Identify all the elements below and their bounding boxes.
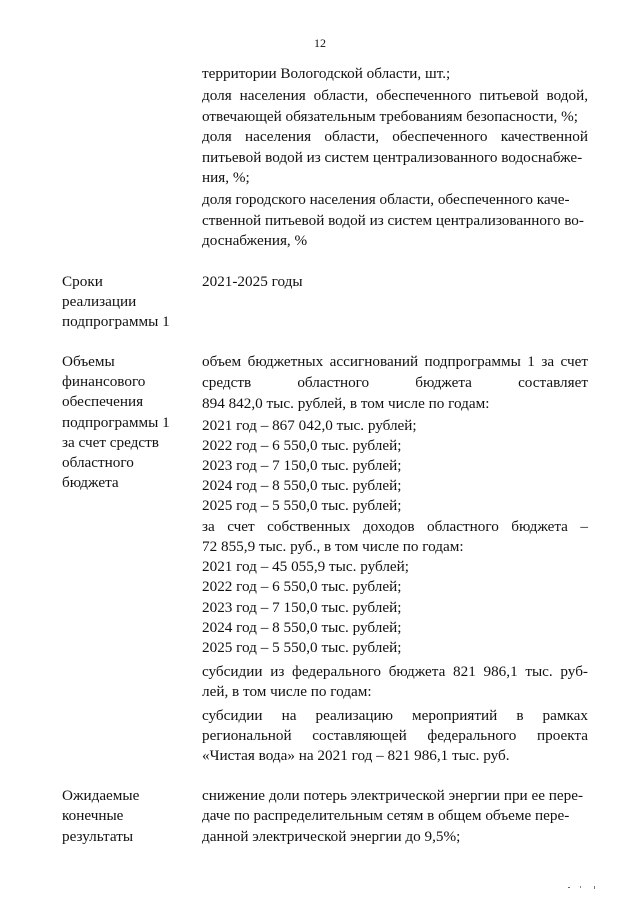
funding-line: 2022 год – 6 550,0 тыс. рублей; <box>202 578 402 595</box>
funding-line: лей, в том числе по годам: <box>202 683 372 700</box>
funding-line: 2024 год – 8 550,0 тыс. рублей; <box>202 619 402 636</box>
funding-line: 2023 год – 7 150,0 тыс. рублей; <box>202 457 402 474</box>
funding-line: средств областного бюджета составляет <box>202 374 588 391</box>
funding-line: за счет собственных доходов областного бюджета – <box>202 518 588 535</box>
results-line: снижение доли потерь электрической энергии при ее пере- <box>202 787 584 804</box>
funding-line: 2024 год – 8 550,0 тыс. рублей; <box>202 477 402 494</box>
section-label-line: конечные <box>62 807 124 824</box>
funding-line: 72 855,9 тыс. руб., в том числе по годам: <box>202 538 464 555</box>
text-line: территории Вологодской области, шт.; <box>202 65 451 82</box>
funding-line: субсидии из федерального бюджета 821 986,1 тыс. руб- <box>202 663 588 680</box>
text-line: отвечающей обязательным требованиям безопасности, %; <box>202 108 578 125</box>
section-label-line: реализации <box>62 293 137 310</box>
text-line: доснабжения, % <box>202 232 308 249</box>
section-label-line: подпрограммы 1 <box>62 414 170 431</box>
text-line: доля городского населения области, обеспеченного каче- <box>202 191 570 208</box>
section-label-line: областного <box>62 454 134 471</box>
funding-line: региональной составляющей федерального проекта <box>202 727 588 744</box>
text-line: доля населения области, обеспеченного питьевой водой, <box>202 87 588 104</box>
funding-line: 2022 год – 6 550,0 тыс. рублей; <box>202 437 402 454</box>
terms-value: 2021-2025 годы <box>202 273 303 290</box>
funding-line: 2023 год – 7 150,0 тыс. рублей; <box>202 599 402 616</box>
text-line: ственной питьевой водой из систем централизованного во- <box>202 212 584 229</box>
results-line: даче по распределительным сетям в общем объеме пере- <box>202 807 570 824</box>
funding-line: 894 842,0 тыс. рублей, в том числе по годам: <box>202 395 490 412</box>
scan-mark <box>566 884 606 890</box>
section-label-line: бюджета <box>62 474 119 491</box>
section-label-line: обеспечения <box>62 393 144 410</box>
page-number: 12 <box>314 36 326 50</box>
funding-line: «Чистая вода» на 2021 год – 821 986,1 тыс. руб. <box>202 747 510 764</box>
section-label-line: подпрограммы 1 <box>62 313 170 330</box>
results-line: данной электрической энергии до 9,5%; <box>202 828 461 845</box>
funding-line: объем бюджетных ассигнований подпрограммы 1 за счет <box>202 353 588 370</box>
funding-line: 2025 год – 5 550,0 тыс. рублей; <box>202 639 402 656</box>
section-label-line: Ожидаемые <box>62 787 140 804</box>
section-label-line: за счет средств <box>62 434 159 451</box>
text-line: питьевой водой из систем централизованного водоснабже- <box>202 149 583 166</box>
section-label-line: Сроки <box>62 273 103 290</box>
funding-line: 2025 год – 5 550,0 тыс. рублей; <box>202 497 402 514</box>
text-line: ния, %; <box>202 169 250 186</box>
funding-line: 2021 год – 867 042,0 тыс. рублей; <box>202 417 417 434</box>
section-label-line: финансового <box>62 373 146 390</box>
funding-line: субсидии на реализацию мероприятий в рамках <box>202 707 588 724</box>
section-label-line: Объемы <box>62 353 115 370</box>
text-line: доля населения области, обеспеченного качественной <box>202 128 588 145</box>
funding-line: 2021 год – 45 055,9 тыс. рублей; <box>202 558 410 575</box>
section-label-line: результаты <box>62 828 134 845</box>
